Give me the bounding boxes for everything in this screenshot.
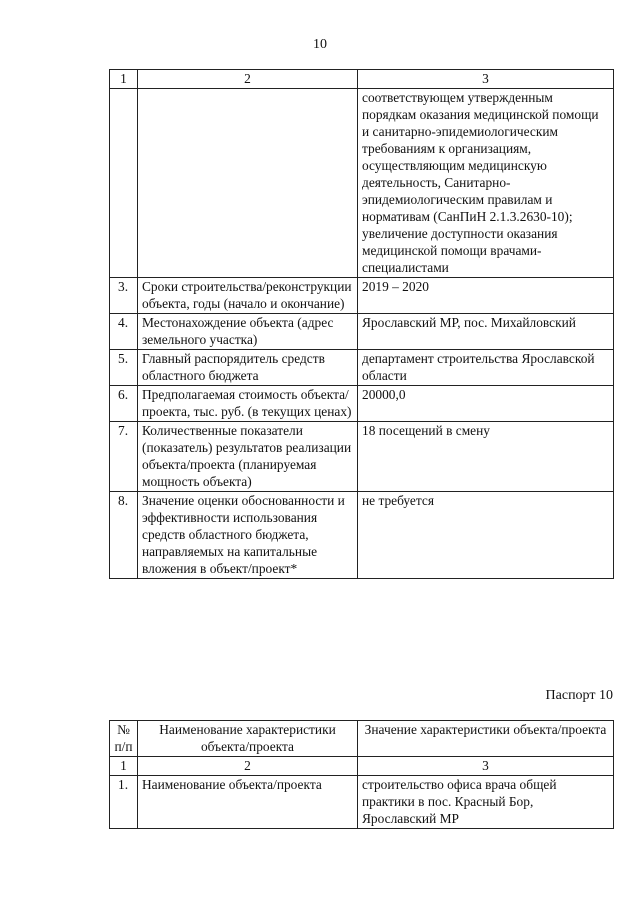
table-header-row [110,70,614,89]
row-number: 5. [110,350,138,386]
table-subheader-row [110,757,614,776]
table-row [110,386,614,422]
table-row [110,776,614,829]
row-number [110,89,138,278]
row-value: Ярославский МР, пос. Михайловский [358,314,614,350]
row-value: 18 посещений в смену [358,422,614,492]
row-name: Количественные показатели (показатель) результатов реализации объекта/проекта (планируемая мощность объекта) [138,422,358,492]
row-name: Главный распорядитель средств областного бюджета [138,350,358,386]
row-name: Наименование объекта/проекта [138,776,358,829]
row-value: соответствующем утвержденным порядкам оказания медицинской помощи и санитарно-эпидемиологическим требованиям к организациям, осуществляющим медицинскую деятельность, Санитарно-эпидемиологическим правилам и нормативам (СанПиН 2.1.3.2630-10); увеличение доступности оказания медицинской помощи врачами-специалистами [358,89,614,278]
row-number: 3. [110,278,138,314]
column-number-1: 1 [110,757,138,776]
row-number: 8. [110,492,138,579]
table-header-row [110,721,614,757]
row-number: 1. [110,776,138,829]
row-value: департамент строительства Ярославской области [358,350,614,386]
table-row [110,89,614,278]
row-name: Предполагаемая стоимость объекта/проекта, тыс. руб. (в текущих ценах) [138,386,358,422]
column-number-2: 2 [138,70,358,89]
column-number-1: 1 [110,70,138,89]
header-characteristic-value: Значение характеристики объекта/проекта [358,721,614,757]
page-number: 10 [313,37,327,52]
table-row [110,278,614,314]
row-name: Сроки строительства/реконструкции объекта, годы (начало и окончание) [138,278,358,314]
column-number-2: 2 [138,757,358,776]
row-number: 7. [110,422,138,492]
passport-table-continued [109,69,614,579]
row-name: Местонахождение объекта (адрес земельного участка) [138,314,358,350]
row-value: 20000,0 [358,386,614,422]
table-row [110,314,614,350]
header-characteristic-name: Наименование характеристики объекта/проекта [138,721,358,757]
row-name: Значение оценки обоснованности и эффективности использования средств областного бюджета, направляемых на капитальные вложения в объект/проект* [138,492,358,579]
column-number-3: 3 [358,70,614,89]
row-value: не требуется [358,492,614,579]
table-row [110,422,614,492]
column-number-3: 3 [358,757,614,776]
row-name [138,89,358,278]
table-row [110,350,614,386]
row-number: 4. [110,314,138,350]
row-value: 2019 – 2020 [358,278,614,314]
row-value: строительство офиса врача общей практики в пос. Красный Бор, Ярославский МР [358,776,614,829]
row-number: 6. [110,386,138,422]
header-number: № п/п [110,721,138,757]
passport-table [109,720,614,829]
passport-title: Паспорт 10 [545,688,613,703]
table-row [110,492,614,579]
